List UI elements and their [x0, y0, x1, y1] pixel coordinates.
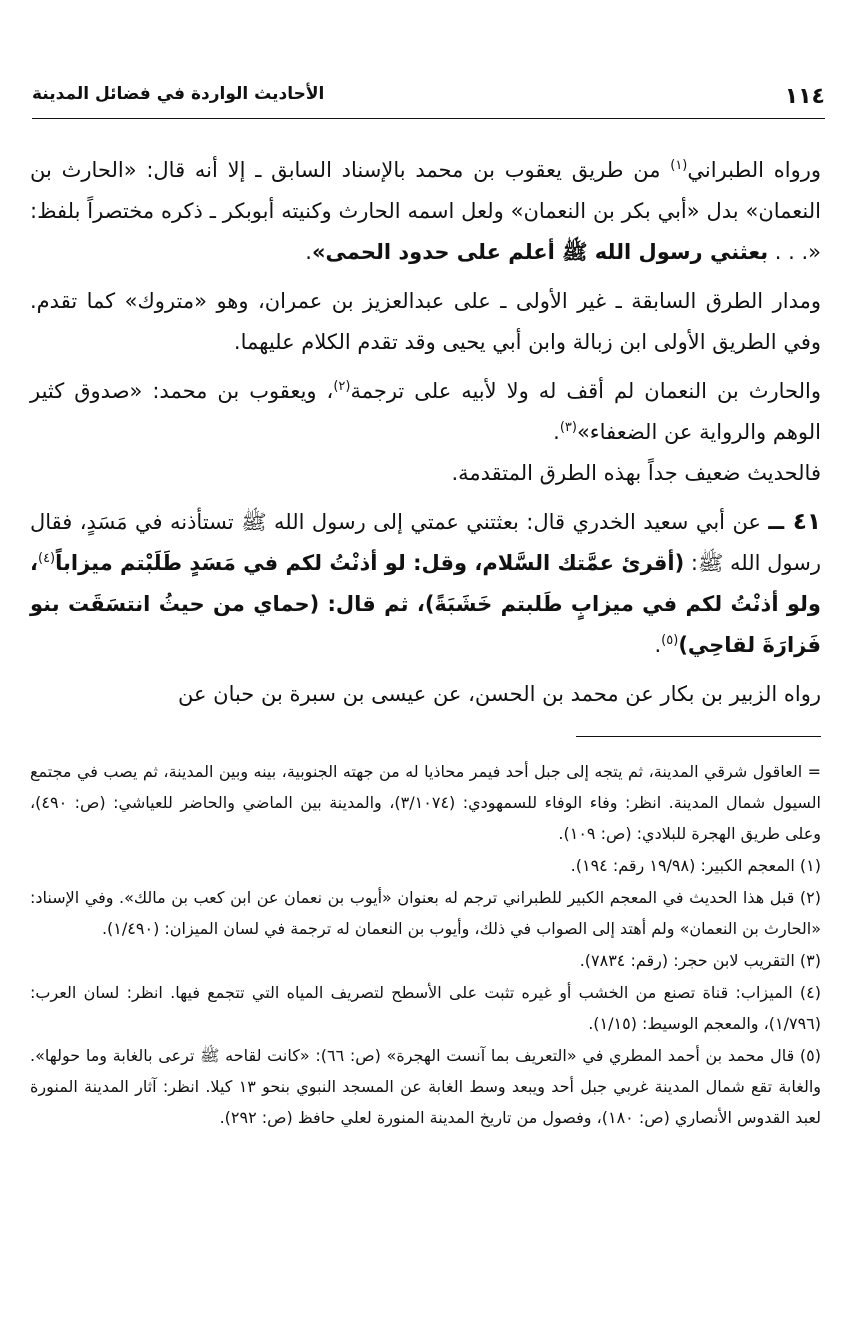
footnote-3: (٣) التقريب لابن حجر: (رقم: ٧٨٣٤). [579, 951, 821, 970]
hadith-number: ٤١ ــ [768, 509, 821, 535]
main-text [30, 150, 821, 723]
footnotes [30, 756, 821, 1134]
footnote-divider [576, 736, 821, 737]
footnote-ref-1[interactable]: (١) [670, 158, 688, 173]
quote-bold: (أقرئ عمَّتك السَّلام، وقل: لو أذنْتُ لكم في مَسَدٍ طَلَبْتم ميزاباً [55, 551, 685, 575]
text-run: عن أبي سعيد الخدري قال: بعثتني عمتي إلى رسول الله ﷺ تستأذنه في مَسَدٍ، فقال رسول الله ﷺ: [30, 510, 821, 575]
running-title: الأحاديث الواردة في فضائل المدينة [32, 84, 325, 104]
footnote-ref-3[interactable]: (٣) [559, 420, 577, 435]
text-run: والحارث بن النعمان لم أقف له ولا لأبيه على ترجمة [350, 379, 821, 403]
hadith-41 [30, 502, 821, 666]
page-header [32, 84, 825, 119]
text-run: ، ويعقوب بن محمد: «صدوق كثير الوهم والرواية عن الضعفاء» [30, 379, 821, 444]
text-run: . [654, 633, 662, 657]
footnote-1: (١) المعجم الكبير: (١٩/٩٨ رقم: ١٩٤). [570, 856, 821, 875]
paragraph-chains: ومدار الطرق السابقة ـ غير الأولى ـ على عبدالعزيز بن عمران، وهو «متروك» كما تقدم. وفي الطريق الأولى ابن زبالة وابن أبي يحيى وقد تقدم الكلام عليهما. [30, 289, 821, 354]
paragraph-harith [30, 371, 821, 453]
footnote-ref-5[interactable]: (٥) [661, 633, 679, 648]
text-run: . [553, 420, 560, 444]
paragraph-tabarani [30, 150, 821, 273]
footnote-5: (٥) قال محمد بن أحمد المطري في «التعريف بما آنست الهجرة» (ص: ٦٦): «كانت لقاحه ﷺ ترعى بالغابة وما حولها». والغابة تقع شمال المدينة غربي جبل أحد ويبعد وسط الغابة عن المسجد النبوي بنحو ١٣ كيلا. انظر: آثار المدينة المنورة لعبد القدوس الأنصاري (ص: ١٨٠)، وفصول من تاريخ المدينة المنورة لعلي حافظ (ص: ٢٩٢). [30, 1046, 822, 1127]
paragraph-zubair: رواه الزبير بن بكار عن محمد بن الحسن، عن عيسى بن سبرة بن حبان عن [177, 682, 821, 706]
footnote-2: (٢) قبل هذا الحديث في المعجم الكبير للطبراني ترجم له بعنوان «أيوب بن نعمان عن ابن كعب بن مالك». وفي الإسناد: «الحارث بن النعمان» ولم أهتد إلى الصواب في ذلك، وأيوب بن النعمان له ترجمة في لسان الميزان: (١/٤٩٠). [30, 888, 821, 938]
paragraph-verdict: فالحديث ضعيف جداً بهذه الطرق المتقدمة. [451, 461, 821, 485]
quote-bold: بعثني رسول الله ﷺ أعلم على حدود الحمى» [311, 240, 769, 264]
quote-bold: ، ولو أذنْتُ لكم في ميزابٍ طَلبتم خَشَبَةً)، ثم قال: (حماي من حيثُ انتسَقَت بنو فَزارَةَ لقاحِي) [30, 551, 821, 657]
text-run: . [305, 240, 312, 264]
footnote-4: (٤) الميزاب: قناة تصنع من الخشب أو غيره تثبت على الأسطح لتصريف المياه التي تتجمع فيها. انظر: لسان العرب: (١/٧٩٦)، والمعجم الوسيط: (١/١٥). [30, 983, 821, 1033]
footnote-ref-2[interactable]: (٢) [333, 379, 351, 394]
footnote-continuation: = العاقول شرقي المدينة، ثم يتجه إلى جبل أحد فيمر محاذيا له من جهته الجنوبية، بينه وبين المدينة، ثم يصب في مجتمع السيول شمال المدينة. انظر: وفاء الوفاء للسمهودي: (٣/١٠٧٤)، والمدينة بين الماضي والحاضر للعياشي: (ص: ٤٩٠)، وعلى طريق الهجرة للبلادي: (ص: ١٠٩). [30, 762, 821, 843]
text-run: من طريق يعقوب بن محمد بالإسناد السابق ـ إلا أنه قال: «الحارث بن النعمان» بدل «أبي بكر بن النعمان» ولعل اسمه الحارث وكنيته أبوبكر ـ ذكره مختصراً بلفظ: «. . . [30, 158, 821, 264]
page-number: ١١٤ [784, 84, 825, 109]
footnote-ref-4[interactable]: (٤) [37, 551, 56, 566]
text-run: ورواه الطبراني [687, 158, 821, 182]
